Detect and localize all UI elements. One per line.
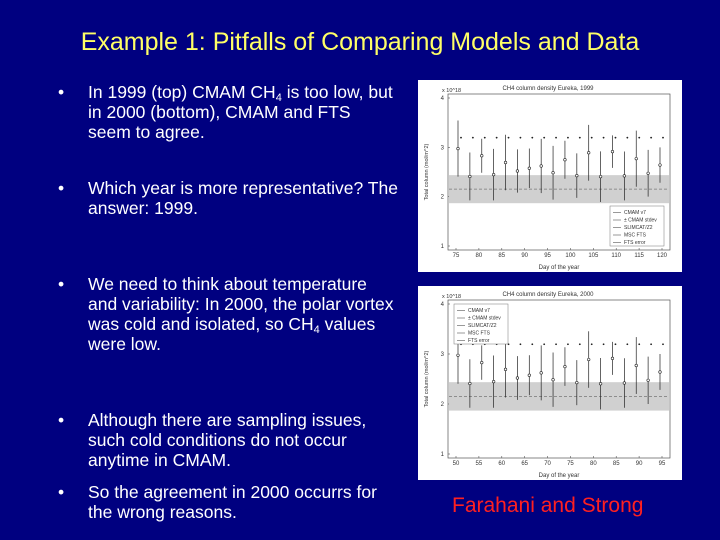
x-tick-label: 95 [658, 461, 666, 467]
x-tick-label: 120 [656, 253, 668, 259]
legend-entry: SLIMCAT/Z2 [624, 225, 653, 231]
bullet-text: Although there are sampling issues, such cold conditions do not occur anytime in CMAM. [88, 410, 367, 470]
fts-point [659, 164, 662, 167]
x-tick-label: 115 [634, 253, 644, 259]
bullet-dot: • [58, 82, 65, 102]
slimcat-point [615, 137, 617, 139]
fts-point [516, 170, 519, 173]
fts-point [504, 161, 507, 164]
slimcat-point [603, 137, 605, 139]
fts-point [659, 371, 662, 374]
slimcat-point [579, 137, 581, 139]
plot-ylabel: Total column (mol/m^2) [424, 350, 430, 408]
fts-point [635, 157, 638, 160]
x-tick-label: 70 [544, 461, 551, 467]
bullet-item [58, 178, 398, 218]
fts-point [647, 379, 650, 382]
slimcat-point [555, 343, 557, 345]
fts-point [611, 357, 614, 360]
plot-scale: x 10^18 [442, 294, 462, 300]
fts-point [480, 154, 483, 157]
y-tick-label: 3 [440, 352, 444, 358]
x-tick-label: 60 [498, 461, 506, 467]
bullet-item [58, 410, 398, 470]
figure-2000 [418, 286, 682, 480]
fts-point [599, 175, 602, 178]
x-tick-label: 50 [452, 461, 460, 467]
bullet-text: In 1999 (top) CMAM $CH_4$ is too low, but in 2000 (bottom), CMAM and FTS seem to agree. [88, 82, 393, 142]
legend-entry: FTS error [624, 240, 646, 246]
slimcat-point [543, 137, 545, 139]
slimcat-point [662, 137, 664, 139]
fts-point [540, 372, 543, 375]
fts-point [492, 173, 495, 176]
slimcat-point [520, 343, 522, 345]
legend-entry: CMAM v7 [468, 308, 490, 314]
bullet-item [58, 274, 398, 354]
slimcat-point [579, 343, 581, 345]
bullet-text: We need to think about temperature and variability: In 2000, the polar vortex was cold and isolated, so $CH_4$ values were low. [88, 274, 394, 354]
x-tick-label: 95 [544, 253, 551, 259]
x-tick-label: 85 [498, 253, 506, 259]
plot-title: CH4 column density Eureka, 2000 [502, 292, 594, 298]
plot-1999-svg [418, 80, 682, 272]
x-tick-label: 100 [565, 253, 576, 259]
bullet-dot: • [58, 410, 65, 430]
fts-point [635, 364, 638, 367]
fts-point [587, 358, 590, 361]
legend-entry: FTS error [468, 338, 490, 344]
slimcat-point [650, 137, 652, 139]
bullet-item [58, 482, 398, 522]
y-tick-label: 3 [440, 145, 444, 152]
slimcat-point [603, 343, 605, 345]
bullet-text: Which year is more representative? The answer: 1999. [88, 178, 398, 218]
slimcat-point [591, 343, 593, 345]
x-tick-label: 65 [521, 461, 529, 467]
legend-entry: SLIMCAT/Z2 [468, 323, 497, 329]
plot-xlabel: Day of the year [538, 265, 580, 271]
slimcat-point [555, 137, 557, 139]
slimcat-point [626, 343, 628, 345]
fts-point [552, 378, 555, 381]
y-tick-label: 1 [440, 244, 444, 250]
bullet-dot: • [58, 274, 65, 294]
slimcat-point [567, 343, 569, 345]
y-tick-label: 4 [440, 302, 444, 308]
fts-point [587, 151, 590, 154]
legend-entry: ± CMAM stdev [468, 315, 501, 322]
fts-point [611, 150, 614, 153]
slimcat-point [520, 137, 522, 139]
fts-point [492, 380, 495, 383]
slimcat-point [567, 137, 569, 139]
slimcat-point [591, 137, 593, 139]
fts-point [576, 174, 579, 177]
fts-point [564, 158, 567, 161]
slide-title: Example 1: Pitfalls of Comparing Models and Data [80, 28, 640, 56]
slimcat-point [638, 137, 640, 139]
bullet-dot: • [58, 482, 65, 502]
fts-point [623, 382, 626, 385]
plot-ylabel: Total column (mol/m^2) [424, 143, 430, 201]
x-tick-label: 85 [612, 461, 620, 467]
y-tick-label: 4 [440, 96, 444, 102]
slimcat-point [472, 137, 474, 139]
legend-entry: MSC FTS [468, 330, 490, 337]
fts-point [469, 175, 472, 178]
bullet-text: So the agreement in 2000 occurrs for the wrong reasons. [88, 482, 377, 522]
fts-point [469, 382, 472, 385]
x-tick-label: 75 [567, 461, 574, 467]
legend-entry: MSC FTS [624, 232, 646, 239]
bullet-dot: • [58, 178, 65, 198]
y-tick-label: 2 [440, 402, 444, 408]
credit-text: Farahani and Strong [452, 494, 644, 517]
fts-point [576, 381, 579, 384]
fts-point [457, 147, 460, 150]
fts-point [623, 175, 626, 178]
slimcat-point [626, 137, 628, 139]
x-tick-label: 90 [635, 461, 643, 467]
fts-point [564, 365, 567, 368]
slimcat-point [531, 343, 533, 345]
legend-entry: CMAM v7 [624, 210, 646, 216]
y-tick-label: 1 [440, 452, 444, 458]
x-tick-label: 110 [611, 253, 622, 259]
plot-2000-svg [418, 286, 682, 480]
slimcat-point [662, 343, 664, 345]
slimcat-point [638, 343, 640, 345]
y-tick-label: 2 [440, 194, 444, 201]
x-tick-label: 80 [589, 461, 597, 467]
x-tick-label: 80 [475, 253, 483, 259]
slimcat-point [496, 137, 498, 139]
slimcat-point [650, 343, 652, 345]
slimcat-point [531, 137, 533, 139]
x-tick-label: 90 [521, 253, 529, 259]
fts-point [647, 172, 650, 175]
bullet-item [58, 82, 398, 142]
x-tick-label: 55 [475, 461, 483, 467]
slimcat-point [543, 343, 545, 345]
figure-1999 [418, 80, 682, 272]
x-tick-label: 75 [452, 253, 460, 259]
fts-point [540, 165, 543, 168]
slimcat-point [460, 137, 462, 139]
plot-title: CH4 column density Eureka, 1999 [502, 86, 594, 92]
fts-point [457, 354, 460, 357]
fts-point [480, 361, 483, 364]
fts-point [552, 171, 555, 174]
fts-point [599, 382, 602, 385]
fts-point [516, 377, 519, 380]
x-tick-label: 105 [588, 253, 599, 259]
fts-point [528, 167, 531, 170]
slimcat-point [484, 137, 486, 139]
plot-scale: x 10^18 [442, 88, 462, 94]
fts-point [528, 374, 531, 377]
plot-xlabel: Day of the year [538, 473, 580, 479]
slimcat-point [615, 343, 617, 345]
slimcat-point [508, 137, 510, 139]
legend-entry: ± CMAM stdev [624, 217, 657, 224]
fts-point [504, 368, 507, 371]
